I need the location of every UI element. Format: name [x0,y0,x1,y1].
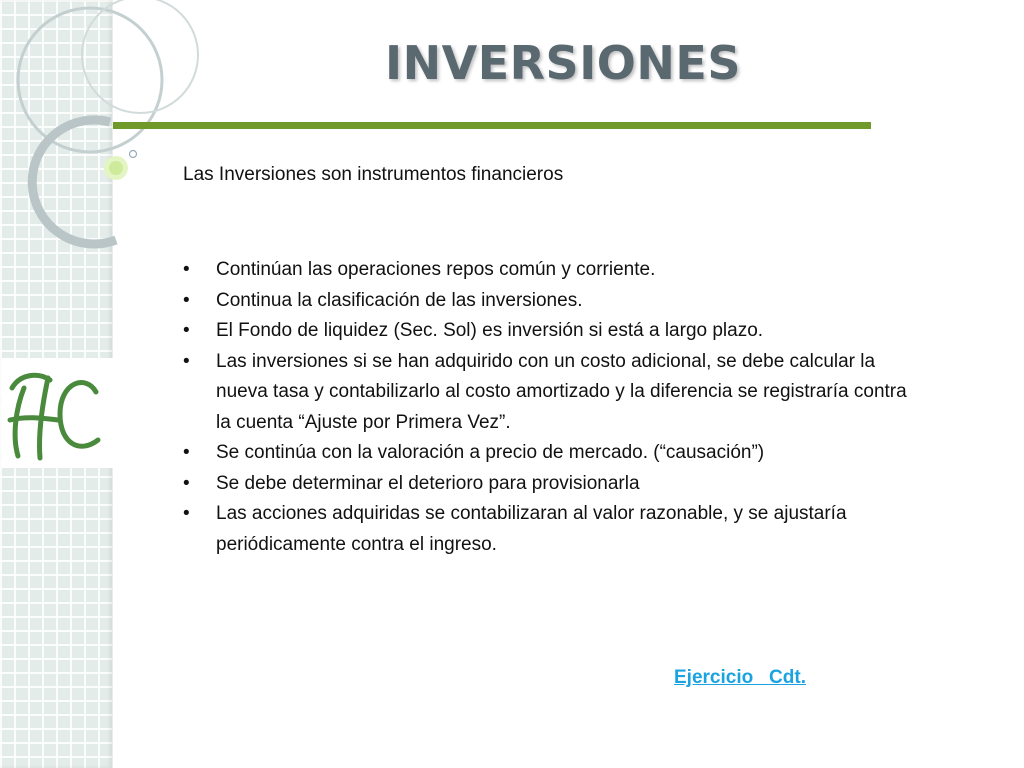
list-item: • Continua la clasificación de las inversiones. [183,286,913,317]
ejercicio-cdt-link[interactable]: Ejercicio Cdt. [674,667,806,688]
circle-rings-decoration-icon [0,0,220,260]
list-item: • Continúan las operaciones repos común y corriente. [183,255,913,286]
list-item: • Se debe determinar el deterioro para provisionarla [183,469,913,500]
bullet-list [183,255,913,560]
list-item: • Se continúa con la valoración a precio de mercado. (“causación”) [183,438,913,469]
intro-text: Las Inversiones son instrumentos financieros [183,164,564,185]
logo-panel [2,358,113,468]
page-title: INVERSIONES [385,36,741,90]
hc-monogram-logo-icon [2,358,113,468]
list-item: • Las inversiones si se han adquirido con un costo adicional, se debe calcular la nueva tasa y contabilizarlo al costo amortizado y la diferencia se registraría contra la cuenta “Ajuste por Primera Vez”. [183,347,913,439]
title-divider [113,122,871,129]
list-item: • El Fondo de liquidez (Sec. Sol) es inversión si está a largo plazo. [183,316,913,347]
list-item: • Las acciones adquiridas se contabilizaran al valor razonable, y se ajustaría periódicamente contra el ingreso. [183,499,913,560]
